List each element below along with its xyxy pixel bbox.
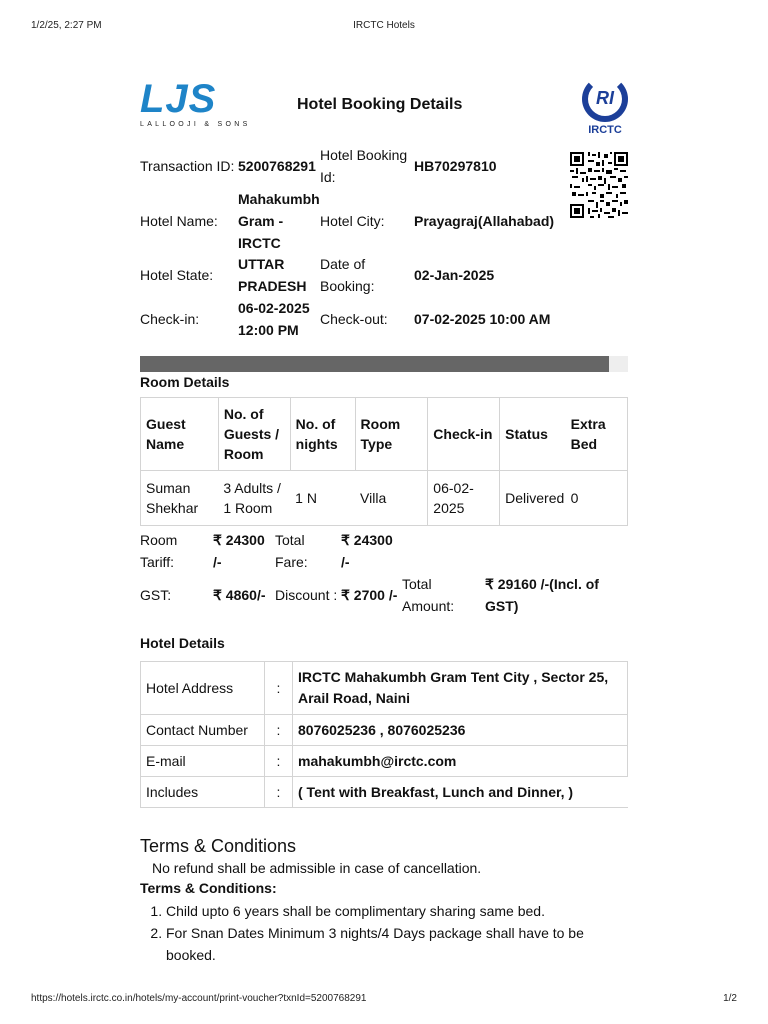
table-row: [141, 662, 628, 715]
table-row: [141, 777, 628, 808]
terms-heading: Terms & Conditions: [140, 836, 297, 856]
total-amount-value: ₹ 29160 /-(Incl. of GST): [485, 576, 599, 614]
separator: :: [265, 777, 293, 808]
room-table-header: Status: [500, 398, 566, 471]
room-table-header: Check-in: [428, 398, 500, 471]
terms-list: [142, 900, 612, 966]
section-divider-bar-end: [609, 356, 628, 372]
total-fare-label: Total Fare:: [275, 532, 308, 570]
hotel-city-value: Prayagraj(Allahabad): [414, 213, 555, 229]
room-table-header: Room Type: [355, 398, 428, 471]
separator: :: [265, 662, 293, 715]
date-of-booking-label: Date of Booking:: [320, 256, 375, 294]
list-item: 1. Child upto 6 years shall be complimentary sharing same bed.: [166, 900, 612, 922]
print-footer: [31, 993, 737, 1007]
print-url: https://hotels.irctc.co.in/hotels/my-account/print-voucher?txnId=5200768291: [31, 993, 367, 1004]
table-cell: 1 N: [290, 471, 355, 526]
checkout-label: Check-out:: [320, 311, 388, 327]
contact-number-value: 8076025236 , 8076025236: [293, 715, 628, 746]
hotel-address-value: IRCTC Mahakumbh Gram Tent City , Sector 25, Arail Road, Naini: [293, 662, 628, 715]
list-item: 2. For Snan Dates Minimum 3 nights/4 Days package shall have to be booked.: [166, 922, 612, 966]
gst-label: GST:: [140, 587, 172, 603]
ljs-logo-subtext: LALLOOJI & SONS: [140, 121, 251, 128]
room-table-header: Extra Bed: [566, 398, 628, 471]
irctc-mark: RI: [596, 88, 614, 108]
contact-number-label: Contact Number: [141, 715, 265, 746]
checkin-label: Check-in:: [140, 311, 200, 327]
discount-label: Discount :: [275, 587, 338, 603]
checkout-value: 07-02-2025 10:00 AM: [414, 311, 551, 327]
email-value: mahakumbh@irctc.com: [293, 746, 628, 777]
room-details-table: [140, 397, 628, 526]
page-number: 1/2: [723, 993, 737, 1004]
hotel-address-label: Hotel Address: [141, 662, 265, 715]
ljs-logo: [140, 77, 251, 131]
hotel-details-title: Hotel Details: [140, 635, 225, 651]
email-label: E-mail: [141, 746, 265, 777]
transaction-id-label: Transaction ID:: [140, 158, 235, 174]
print-datetime: 1/2/25, 2:27 PM: [31, 20, 102, 31]
irctc-logo: [578, 76, 632, 138]
hotel-details-table: [140, 661, 628, 808]
ljs-logo-text: LJS: [140, 77, 217, 121]
table-cell: 0: [566, 471, 628, 526]
qr-code-icon: [570, 152, 628, 218]
table-cell: Villa: [355, 471, 428, 526]
table-cell: Delivered: [500, 471, 566, 526]
room-tariff-label: Room Tariff:: [140, 532, 178, 570]
hotel-state-label: Hotel State:: [140, 267, 214, 283]
hotel-state-value: UTTAR PRADESH: [238, 256, 307, 294]
terms-note: No refund shall be admissible in case of cancellation.: [152, 860, 482, 876]
table-row: [141, 746, 628, 777]
gst-value: ₹ 4860/-: [213, 587, 266, 603]
hotel-name-value: Mahakumbh Gram - IRCTC: [238, 191, 320, 251]
terms-subheading: Terms & Conditions:: [140, 880, 277, 896]
room-table-header-row: [141, 398, 628, 471]
room-table-header: No. of nights: [290, 398, 355, 471]
hotel-name-label: Hotel Name:: [140, 213, 218, 229]
discount-value: ₹ 2700 /-: [341, 587, 398, 603]
hotel-city-label: Hotel City:: [320, 213, 385, 229]
print-header: [31, 20, 737, 34]
checkin-value: 06-02-2025 12:00 PM: [238, 300, 310, 338]
room-tariff-value: ₹ 24300 /-: [213, 532, 265, 570]
page-title: Hotel Booking Details: [297, 96, 463, 113]
table-row: [141, 471, 628, 526]
print-page-title: IRCTC Hotels: [353, 20, 415, 31]
table-row: [141, 715, 628, 746]
table-cell: 06-02-2025: [428, 471, 500, 526]
table-cell: Suman Shekhar: [141, 471, 219, 526]
irctc-emblem-icon: [582, 76, 628, 122]
room-table-header: Guest Name: [141, 398, 219, 471]
room-table-header: No. of Guests / Room: [218, 398, 290, 471]
separator: :: [265, 715, 293, 746]
irctc-logo-text: IRCTC: [588, 124, 622, 136]
hotel-booking-id-label: Hotel Booking Id:: [320, 147, 408, 185]
transaction-id-value: 5200768291: [238, 158, 316, 174]
includes-label: Includes: [141, 777, 265, 808]
date-of-booking-value: 02-Jan-2025: [414, 267, 495, 283]
table-cell: 3 Adults / 1 Room: [218, 471, 290, 526]
includes-value: ( Tent with Breakfast, Lunch and Dinner, ): [293, 777, 628, 808]
room-details-title: Room Details: [140, 374, 230, 390]
total-fare-value: ₹ 24300 /-: [341, 532, 393, 570]
section-divider-bar: [140, 356, 609, 372]
hotel-booking-id-value: HB70297810: [414, 158, 497, 174]
separator: :: [265, 746, 293, 777]
total-amount-label: Total Amount:: [402, 576, 455, 614]
